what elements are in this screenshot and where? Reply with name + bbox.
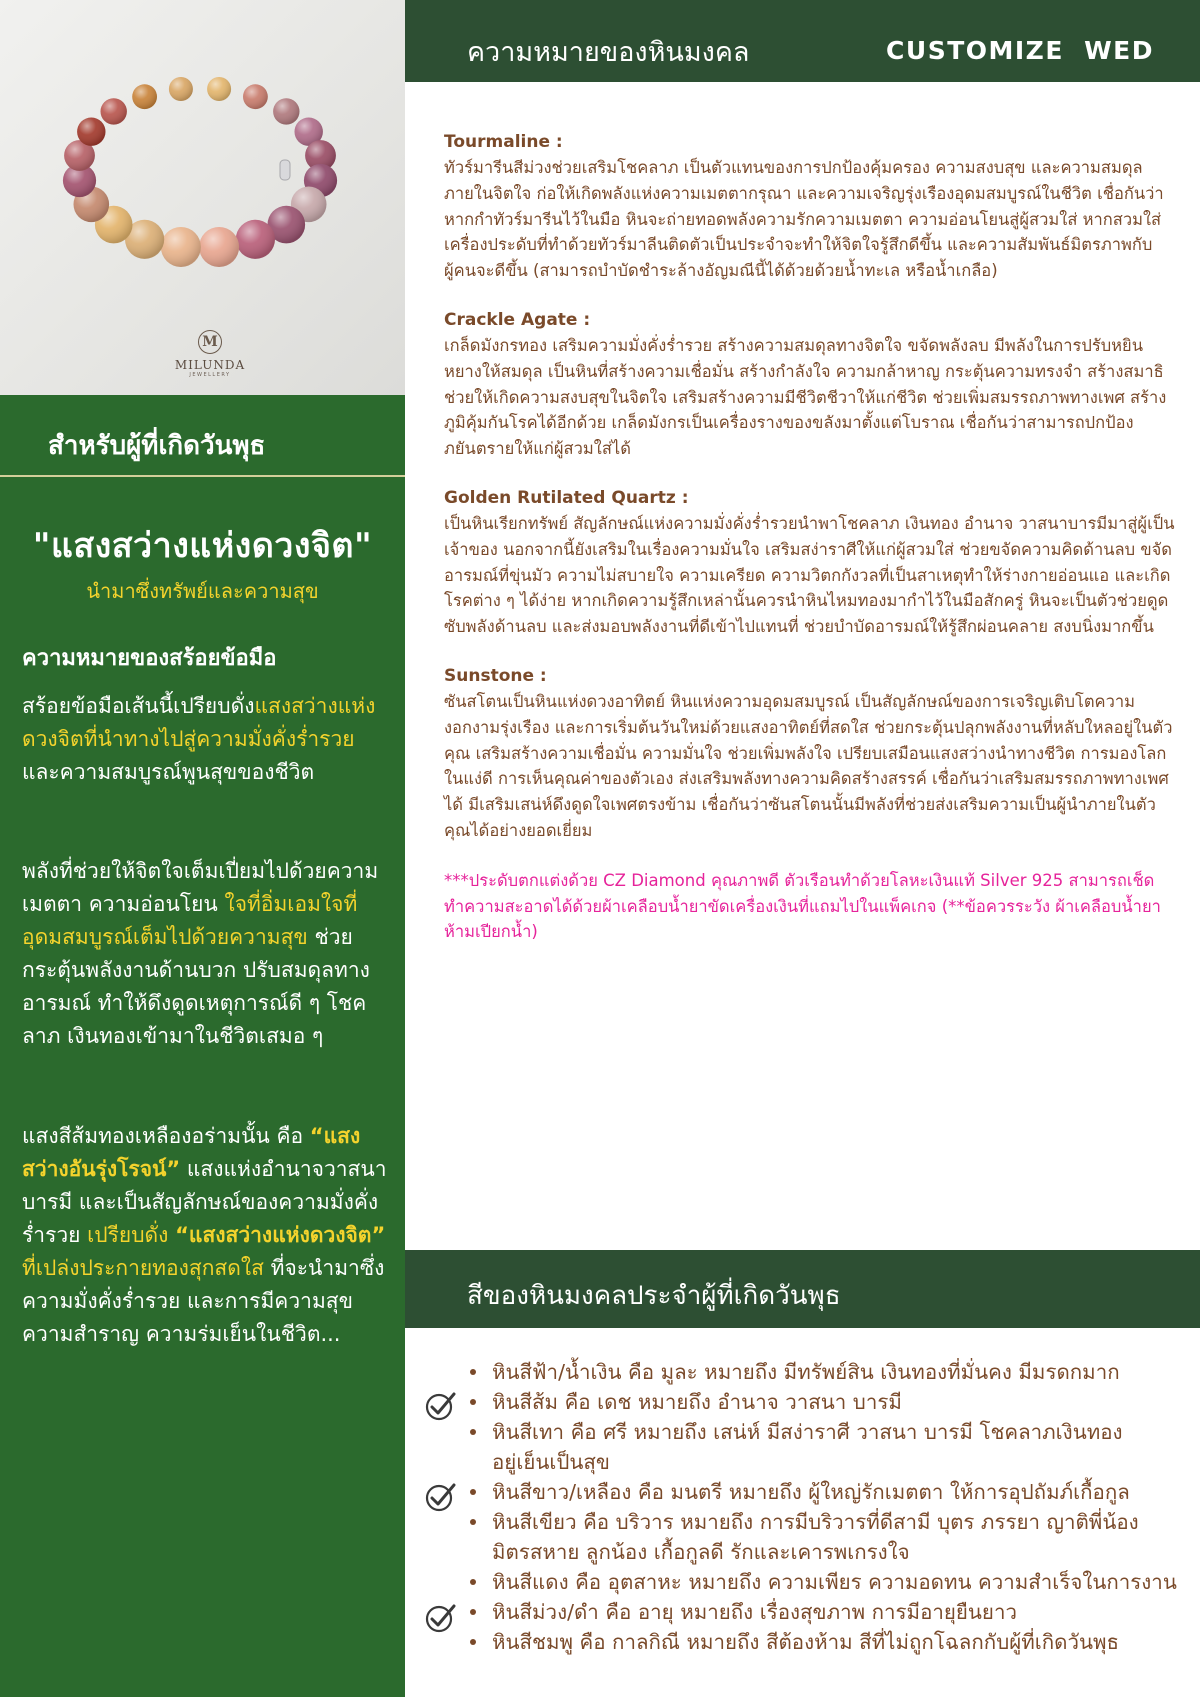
paragraph-segment: ใจที่อิ่มเอมใจที่อุดมสมบูรณ์เต็มไปด้วยความสุข <box>22 892 358 949</box>
color-item: หินสีแดง คือ อุตสาหะ หมายถึง ความเพียร ความอดทน ความสำเร็จในการงาน <box>470 1567 1180 1597</box>
lucky-color-list <box>470 1357 1180 1657</box>
stone-item <box>444 664 1180 844</box>
paragraph-segment: แสงแห่งอำนาจวาสนาบารมี และเป็นสัญลักษณ์ของความมั่งคั่งร่ำรวย <box>22 1157 387 1247</box>
brand-logo-mark: M <box>198 330 222 354</box>
silver-spacer <box>280 160 290 180</box>
paragraph-segment: ช่วยกระตุ้นพลังงานด้านบวก ปรับสมดุลทางอารมณ์ ทำให้ดึงดูดเหตุการณ์ดี ๆ โชคลาภ เงินทองเข้ามาในชีวิตเสมอ ๆ <box>22 925 370 1048</box>
brand-sub: JEWELLERY <box>189 372 231 378</box>
color-item: หินสีเทา คือ ศรี หมายถึง เสน่ห์ มีสง่าราศี วาสนา บารมี โชคลาภเงินทอง อยู่เย็นเป็นสุข <box>470 1417 1180 1477</box>
meaning-paragraph-2 <box>22 855 387 1053</box>
stone-name: Golden Rutilated Quartz : <box>444 487 689 508</box>
color-item: หินสีชมพู คือ กาลกิณี หมายถึง สีต้องห้าม สีที่ไม่ถูกโฉลกกับผู้ที่เกิดวันพุธ <box>470 1627 1180 1657</box>
stone-name: Sunstone : <box>444 665 547 686</box>
customize-tag: CUSTOMIZE WED <box>886 36 1154 65</box>
birthday-header: สำหรับผู้ที่เกิดวันพุธ <box>48 431 266 461</box>
paragraph-segment: สร้อยข้อมือเส้นนี้เปรียบดั่ง <box>22 694 255 718</box>
stone-description: เกล็ดมังกรทอง เสริมความมั่งคั่งร่ำรวย สร้างความสมดุลทางจิตใจ ขจัดพลังลบ มีพลังในการปรับหยินหยางให้สมดุล เป็นหินที่สร้างความเชื่อมั่น สร้างกำลังใจ ความกล้าหาญ กระตุ้นความทรงจำ สร้างสมาธิ ช่วยให้เกิดความสงบสุขในจิตใจ เสริมสร้างความมีชีวิตชีวาให้แก่ชีวิต ช่วยเพิ่มสมรรถภาพทางเพศ สร้างภูมิคุ้มกันโรคได้อีกด้วย เกล็ดมังกรเป็นเครื่องรางของขลังมาตั้งแต่โบราณ เชื่อกันว่าสามารถปกป้องภยันตรายให้แก่ผู้สวมใส่ได้ <box>444 335 1167 459</box>
paragraph-segment: ที่เปล่งประกายทองสุกสดใส <box>22 1256 264 1280</box>
color-item: หินสีขาว/เหลือง คือ มนตรี หมายถึง ผู้ใหญ่รักเมตตา ให้การอุปถัมภ์เกื้อกูล <box>470 1477 1180 1507</box>
paragraph-segment: พลังที่ช่วยให้จิตใจเต็มเปี่ยมไปด้วยความเมตตา ความอ่อนโยน <box>22 859 379 916</box>
bead <box>169 77 193 101</box>
paragraph-segment: เปรียบดั่ง <box>87 1223 176 1247</box>
left-divider <box>0 475 405 477</box>
stone-item <box>444 486 1180 640</box>
bead <box>199 227 239 267</box>
bead <box>273 98 299 124</box>
bracelet-title: "แสงสว่างแห่งดวงจิต" <box>32 526 373 566</box>
paragraph-segment: แสงสว่างแห่งดวงจิตที่นำทางไปสู่ความมั่งคั่งร่ำรวย <box>22 694 376 751</box>
stone-name: Crackle Agate : <box>444 309 591 330</box>
top-bar <box>405 0 1200 82</box>
paragraph-segment: และความสมบูรณ์พูนสุขของชีวิต <box>22 760 315 784</box>
brand-name: MILUNDA <box>174 358 246 372</box>
check-icon <box>424 1482 458 1512</box>
bracelet-subtitle: นำมาซึ่งทรัพย์และความสุข <box>86 579 319 603</box>
bead <box>236 220 275 259</box>
paragraph-segment: “แสงสว่างแห่งดวงจิต” <box>175 1223 386 1247</box>
paragraph-segment: ที่จะนำมาซึ่งความมั่งคั่งร่ำรวย และการมีความสุข ความสำราญ ความร่มเย็นในชีวิต... <box>22 1256 385 1346</box>
stone-item <box>444 308 1180 462</box>
meaning-heading: ความหมายของสร้อยข้อมือ <box>22 646 277 671</box>
bead <box>77 118 105 146</box>
color-item: หินสีเขียว คือ บริวาร หมายถึง การมีบริวารที่ดีสามี บุตร ภรรยา ญาติพี่น้อง มิตรสหาย ลูกน้อง เกื้อกูลดี รักและเคารพเกรงใจ <box>470 1507 1180 1567</box>
bead <box>161 227 201 267</box>
stone-name: Tourmaline : <box>444 132 563 152</box>
paragraph-segment: “แสงสว่างอันรุ่งโรจน์” <box>22 1124 361 1181</box>
check-icon <box>424 1391 458 1421</box>
color-item: หินสีฟ้า/น้ำเงิน คือ มูละ หมายถึง มีทรัพย์สิน เงินทองที่มั่นคง มีมรดกมาก <box>470 1357 1180 1387</box>
stone-description: ซันสโตนเป็นหินแห่งดวงอาทิตย์ หินแห่งความอุดมสมบูรณ์ เป็นสัญลักษณ์ของการเจริญเติบโตความงอกงามรุ่งเรือง และการเริ่มต้นวันใหม่ด้วยแสงอาทิตย์ที่สดใส ช่วยกระตุ้นปลุกพลังงานที่หลับใหลอยู่ในตัวคุณ เสริมสร้างความเชื่อมั่น ความมั่นใจ ช่วยเพิ่มพลังใจ เปรียบเสมือนแสงสว่างนำทางชีวิต การมองโลกในแง่ดี การเห็นคุณค่าของตัวเอง ส่งเสริมพลังทางความคิดสร้างสรรค์ เชื่อกันว่าเสริมสมรรถภาพทางเพศได้ มีเสริมเสน่ห์ดึงดูดใจเพศตรงข้าม เชื่อกันว่าซันสโตนนั้นมีพลังที่ช่วยส่งเสริมความเป็นผู้นำภายในตัวคุณได้อย่างยอดเยี่ยม <box>444 691 1173 840</box>
meaning-paragraph-1 <box>22 690 387 789</box>
product-photo <box>0 0 405 395</box>
brand-logo <box>165 330 255 378</box>
check-icon <box>424 1603 458 1633</box>
color-item: หินสีส้ม คือ เดช หมายถึง อำนาจ วาสนา บารมี <box>470 1387 1180 1417</box>
lucky-colors-title: สีของหินมงคลประจำผู้ที่เกิดวันพุธ <box>467 1281 841 1311</box>
bead <box>101 98 127 124</box>
stone-description: เป็นหินเรียกทรัพย์ สัญลักษณ์แห่งความมั่งคั่งร่ำรวยนำพาโชคลาภ เงินทอง อำนาจ วาสนาบารมีมาสู่ผู้เป็นเจ้าของ นอกจากนี้ยังเสริมในเรื่องความมั่นใจ เสริมสง่าราศีให้แก่ผู้สวมใส่ ช่วยขจัดความคิดด้านลบ ขจัดอารมณ์ที่ขุ่นมัว ความไม่สบายใจ ความเครียด ความวิตกกังวลที่เป็นสาเหตุทำให้ร่างกายอ่อนแอ และเกิดโรคต่าง ๆ ได้ง่าย หากเกิดความรู้สึกเหล่านั้นควรนำหินไหมทองมากำไว้ในมือสักครู่ หินจะเป็นตัวช่วยดูดซับพลังด้านลบ และส่งมอบพลังงานที่ดีเข้าไปแทนที่ ช่วยบำบัดอารมณ์ให้รู้สึกผ่อนคลาย สงบนิ่งมากขึ้น <box>444 513 1175 637</box>
paragraph-segment: แสงสีส้มทองเหลืองอร่ามนั้น คือ <box>22 1124 310 1148</box>
lucky-colors-bar <box>405 1250 1200 1328</box>
bead <box>243 84 268 109</box>
bead <box>207 77 231 101</box>
meaning-paragraph-3 <box>22 1120 387 1351</box>
bead <box>132 84 157 109</box>
color-item: หินสีม่วง/ดำ คือ อายุ หมายถึง เรื่องสุขภาพ การมีอายุยืนยาว <box>470 1597 1180 1627</box>
stone-item <box>444 130 1180 284</box>
care-note: ***ประดับตกแต่งด้วย CZ Diamond คุณภาพดี ตัวเรือนทำด้วยโลหะเงินแท้ Silver 925 สามารถเช็ดทำความสะอาดได้ด้วยผ้าเคลือบน้ำยาขัดเครื่องเงินที่แถมไปในแพ็คเกจ (**ข้อควรระวัง ผ้าเคลือบน้ำยาห้ามเปียกน้ำ) <box>444 870 1161 942</box>
stone-list <box>444 130 1180 945</box>
stone-description: ทัวร์มารีนสีม่วงช่วยเสริมโชคลาภ เป็นตัวแทนของการปกป้องคุ้มครอง ความสงบสุข และความสมดุลภายในจิตใจ ก่อให้เกิดพลังแห่งความเมตตากรุณา และความเจริญรุ่งเรืองอุดมสมบูรณ์ในชีวิต เชื่อกันว่าหากกำทัวร์มารีนไว้ในมือ หินจะถ่ายทอดพลังความรักความเมตตา ความอ่อนโยนสู่ผู้สวมใส่ หากสวมใส่เครื่องประดับที่ทำด้วยทัวร์มาลีนติดตัวเป็นประจำจะทำให้จิตใจรู้สึกดีขึ้น และความสัมพันธ์มิตรภาพกับผู้คนจะดีขึ้น (สามารถบำบัดชำระล้างอัญมณีนี้ได้ด้วยด้วยน้ำทะเล หรือน้ำเกลือ) <box>444 158 1164 281</box>
left-panel <box>0 395 405 1697</box>
page-title: ความหมายของหินมงคล <box>467 37 750 68</box>
